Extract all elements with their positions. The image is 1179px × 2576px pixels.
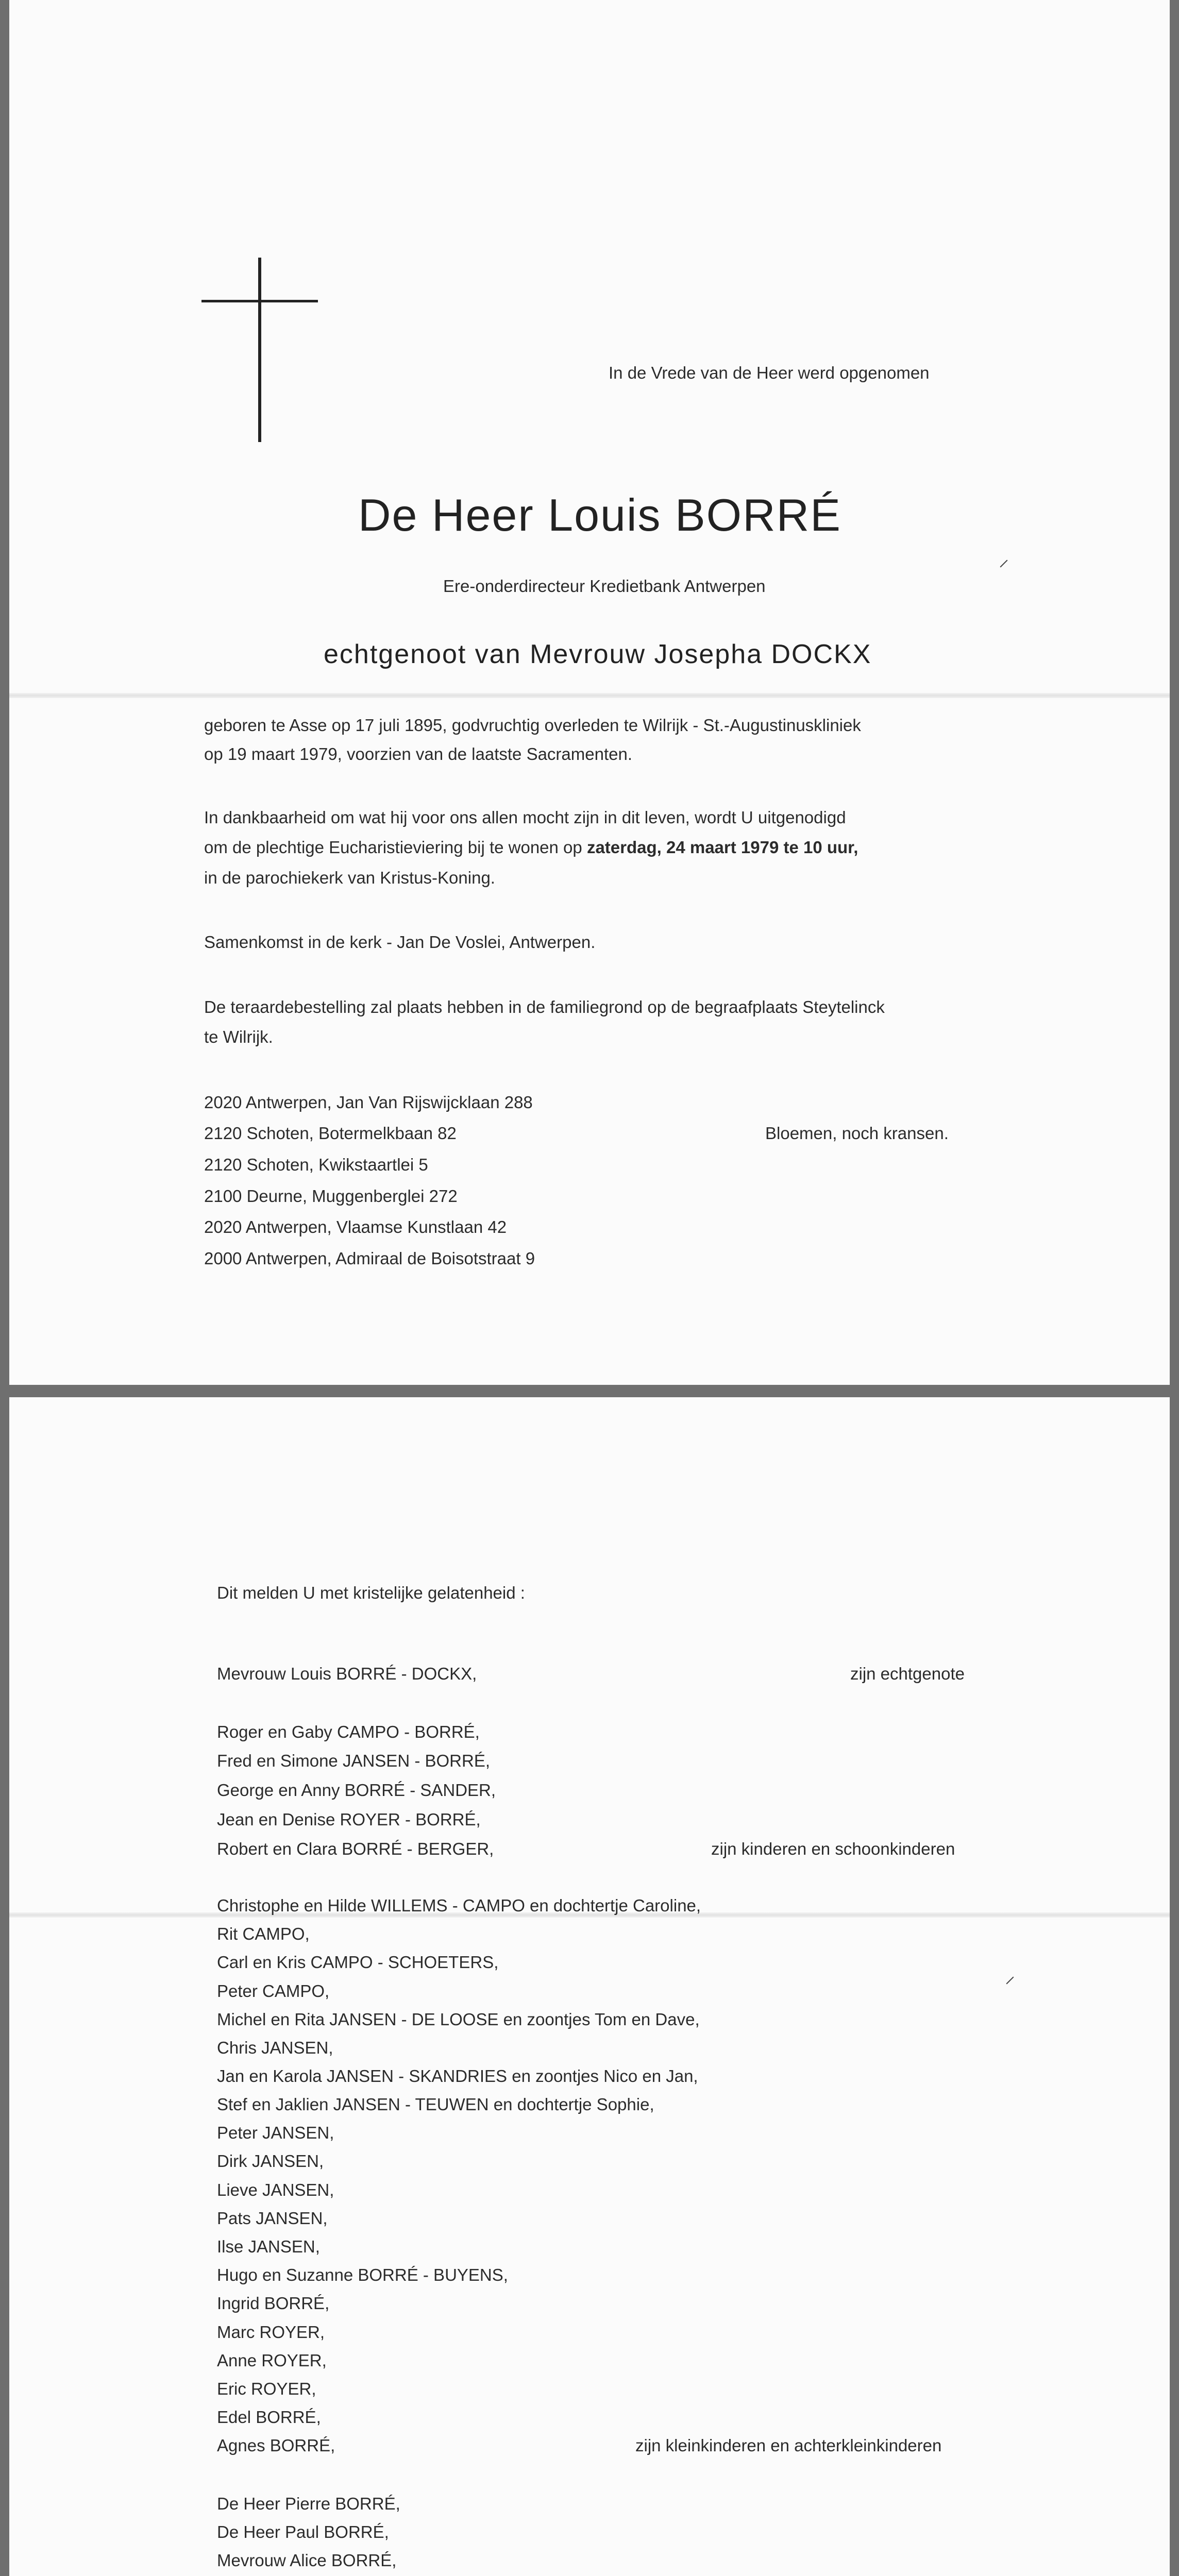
invite-line: In dankbaarheid om wat hij voor ons allen mocht zijn in dit leven, wordt U uitgenodigd (204, 808, 846, 827)
grandchildren-role: zijn kleinkinderen en achterkleinkinderen (635, 2436, 942, 2455)
children-role: zijn kinderen en schoonkinderen (711, 1839, 955, 1858)
address-line: 2020 Antwerpen, Vlaamse Kunstlaan 42 (204, 1217, 507, 1236)
grandchild-line: Edel BORRÉ, (217, 2408, 321, 2427)
grandchild-line: Eric ROYER, (217, 2379, 316, 2398)
grandchild-line: Rit CAMPO, (217, 1924, 310, 1943)
grandchild-line: Ilse JANSEN, (217, 2237, 320, 2256)
grandchild-line: Lieve JANSEN, (217, 2180, 334, 2199)
spouse-line: echtgenoot van Mevrouw Josepha DOCKX (324, 639, 872, 669)
grandchild-line: Stef en Jaklien JANSEN - TEUWEN en dochtertje Sophie, (217, 2095, 654, 2114)
flowers-note: Bloemen, noch kransen. (765, 1124, 949, 1143)
burial-line: De teraardebestelling zal plaats hebben in de familiegrond op de begraafplaats Steytelinck (204, 997, 885, 1016)
grandchild-line: Peter CAMPO, (217, 1981, 330, 2001)
fold-line (9, 693, 1170, 698)
children-line: Robert en Clara BORRÉ - BERGER, (217, 1839, 494, 1858)
grandchild-line: Anne ROYER, (217, 2351, 327, 2370)
address-line: 2120 Schoten, Botermelkbaan 82 (204, 1124, 457, 1143)
children-line: Roger en Gaby CAMPO - BORRÉ, (217, 1722, 480, 1741)
burial-line: te Wilrijk. (204, 1027, 273, 1046)
address-line: 2100 Deurne, Muggenberglei 272 (204, 1187, 458, 1206)
children-line: George en Anny BORRÉ - SANDER, (217, 1781, 496, 1800)
grandchild-line: Marc ROYER, (217, 2323, 325, 2342)
grandchild-line: Peter JANSEN, (217, 2123, 334, 2142)
grandchild-line: Dirk JANSEN, (217, 2151, 324, 2171)
sibling-line: De Heer Pierre BORRÉ, (217, 2494, 400, 2513)
children-line: Fred en Simone JANSEN - BORRÉ, (217, 1751, 490, 1770)
deceased-name: De Heer Louis BORRÉ (358, 489, 841, 540)
meeting-line: Samenkomst in de kerk - Jan De Voslei, Antwerpen. (204, 933, 596, 952)
paper-mark: ⸍ (1005, 1973, 1015, 1996)
grandchild-line: Hugo en Suzanne BORRÉ - BUYENS, (217, 2265, 508, 2284)
grandchild-line: Chris JANSEN, (217, 2038, 333, 2057)
grandchild-line: Agnes BORRÉ, (217, 2436, 335, 2455)
children-line: Jean en Denise ROYER - BORRÉ, (217, 1810, 481, 1829)
born-line: op 19 maart 1979, voorzien van de laatste Sacramenten. (204, 744, 633, 764)
grandchild-line: Carl en Kris CAMPO - SCHOETERS, (217, 1953, 499, 1972)
grandchild-line: Michel en Rita JANSEN - DE LOOSE en zoontjes Tom en Dave, (217, 2010, 700, 2029)
widow-role: zijn echtgenote (850, 1664, 965, 1683)
card-back (9, 1397, 1170, 2576)
sibling-line: De Heer Paul BORRÉ, (217, 2522, 389, 2541)
card-front (9, 0, 1170, 1385)
peace-line: In de Vrede van de Heer werd opgenomen (609, 363, 930, 382)
address-line: 2000 Antwerpen, Admiraal de Boisotstraat 9 (204, 1249, 535, 1268)
grandchild-line: Christophe en Hilde WILLEMS - CAMPO en dochtertje Caroline, (217, 1896, 701, 1915)
grandchild-line: Pats JANSEN, (217, 2209, 328, 2228)
deceased-title: Ere-onderdirecteur Kredietbank Antwerpen (443, 577, 766, 596)
grandchild-line: Ingrid BORRÉ, (217, 2294, 330, 2313)
born-line: geboren te Asse op 17 juli 1895, godvruchtig overleden te Wilrijk - St.-Augustinuskliniek (204, 716, 861, 735)
grandchild-line: Jan en Karola JANSEN - SKANDRIES en zoontjes Nico en Jan, (217, 2066, 698, 2086)
invite-line: om de plechtige Eucharistieviering bij te wonen op zaterdag, 24 maart 1979 te 10 uur, (204, 838, 858, 857)
intro-line: Dit melden U met kristelijke gelatenheid : (217, 1583, 525, 1602)
paper-mark: ⸍ (999, 556, 1009, 579)
service-date: zaterdag, 24 maart 1979 te 10 uur, (586, 838, 858, 857)
sibling-line: Mevrouw Alice BORRÉ, (217, 2551, 397, 2570)
widow-line: Mevrouw Louis BORRÉ - DOCKX, (217, 1664, 477, 1683)
address-line: 2120 Schoten, Kwikstaartlei 5 (204, 1155, 428, 1174)
invite-line: in de parochiekerk van Kristus-Koning. (204, 868, 495, 887)
address-line: 2020 Antwerpen, Jan Van Rijswijcklaan 288 (204, 1093, 533, 1112)
